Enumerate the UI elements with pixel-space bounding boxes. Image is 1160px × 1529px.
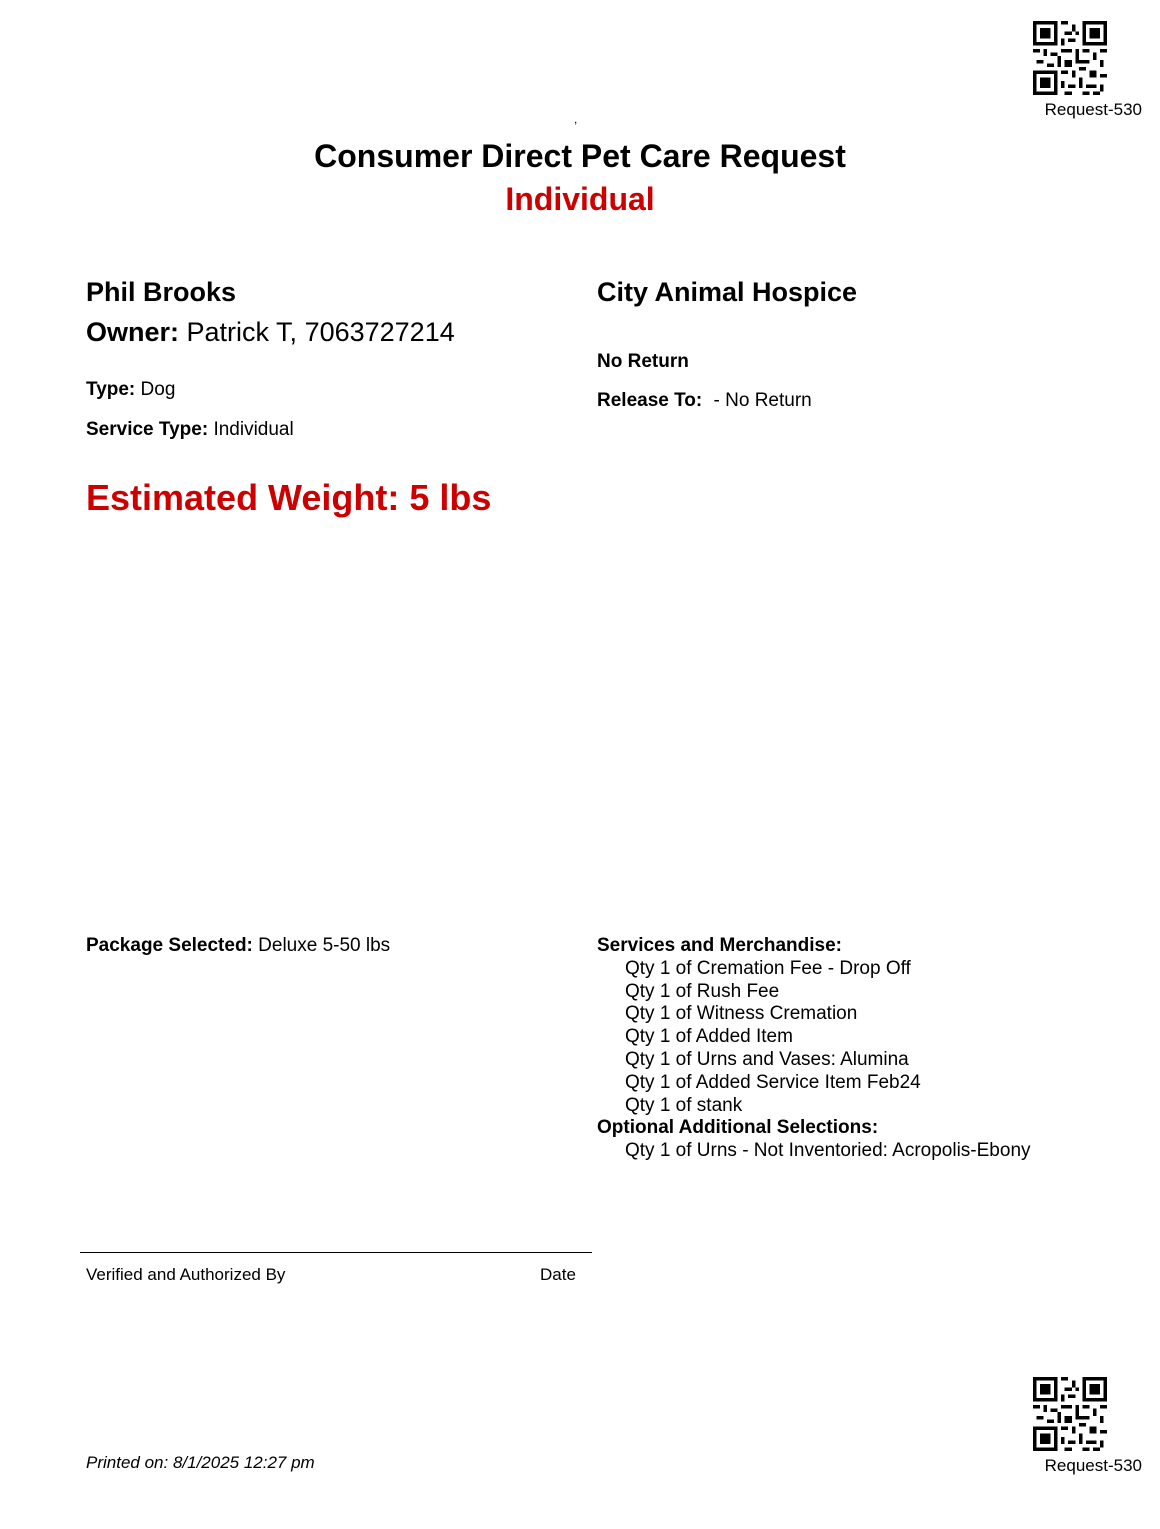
release-to-label: Release To: xyxy=(597,390,703,411)
services-section xyxy=(597,935,1031,1163)
owner-label: Owner: xyxy=(86,317,180,347)
document-title: Consumer Direct Pet Care Request xyxy=(314,138,846,174)
type-field xyxy=(86,379,175,401)
service-item: Qty 1 of Witness Cremation xyxy=(625,1003,858,1025)
document-subtitle: Individual xyxy=(505,181,655,217)
pet-name: Phil Brooks xyxy=(86,277,237,307)
clinic-name: City Animal Hospice xyxy=(597,277,858,307)
service-type-value: Individual xyxy=(213,419,294,440)
optional-item: Qty 1 of Urns - Not Inventoried: Acropolis-Ebony xyxy=(625,1140,1031,1162)
estimated-weight: Estimated Weight: 5 lbs xyxy=(86,477,492,518)
service-item: Qty 1 of Urns and Vases: Alumina xyxy=(625,1048,909,1070)
qr-code-bottom xyxy=(1033,1377,1107,1451)
request-id-top: Request-530 xyxy=(1044,100,1142,119)
package-field xyxy=(86,935,390,957)
date-label: Date xyxy=(540,1265,576,1284)
service-item: Qty 1 of Added Service Item Feb24 xyxy=(625,1071,921,1093)
release-to-field xyxy=(597,390,812,412)
owner-line xyxy=(86,317,455,348)
stray-mark: , xyxy=(574,112,578,126)
optional-selections-header: Optional Additional Selections: xyxy=(597,1117,879,1139)
request-id-bottom: Request-530 xyxy=(1044,1456,1142,1475)
printed-on: Printed on: 8/1/2025 12:27 pm xyxy=(86,1453,315,1472)
signature-line xyxy=(80,1252,592,1253)
package-label: Package Selected: xyxy=(86,935,253,956)
return-status: No Return xyxy=(597,351,689,372)
package-value: Deluxe 5-50 lbs xyxy=(258,935,391,956)
owner-value: Patrick T, 7063727214 xyxy=(186,317,455,347)
release-to-value: - No Return xyxy=(713,390,812,411)
service-item: Qty 1 of Rush Fee xyxy=(625,980,780,1002)
qr-code-top xyxy=(1033,21,1107,95)
type-value: Dog xyxy=(140,379,176,400)
service-type-field xyxy=(86,419,294,441)
verified-label: Verified and Authorized By xyxy=(86,1265,286,1284)
service-item: Qty 1 of stank xyxy=(625,1094,743,1116)
service-item: Qty 1 of Added Item xyxy=(625,1026,793,1048)
type-label: Type: xyxy=(86,379,136,400)
services-header: Services and Merchandise: xyxy=(597,935,842,956)
service-type-label: Service Type: xyxy=(86,419,209,440)
service-item: Qty 1 of Cremation Fee - Drop Off xyxy=(625,957,911,979)
